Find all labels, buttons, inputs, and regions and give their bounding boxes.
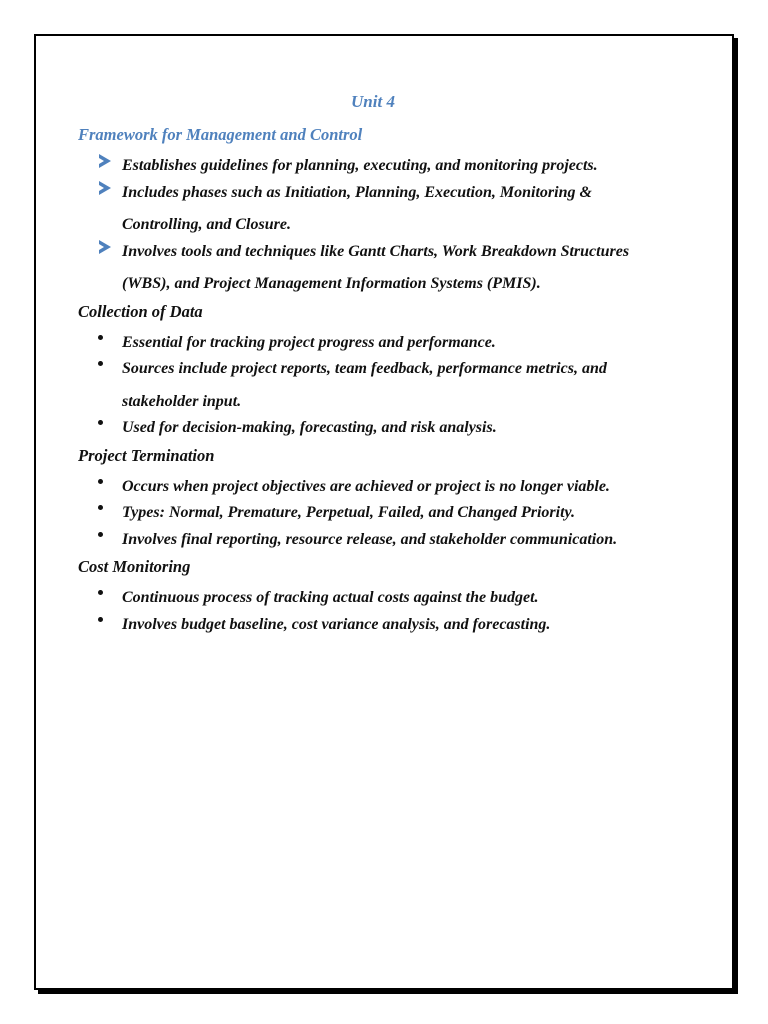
arrow-icon	[99, 240, 111, 254]
item-list	[78, 150, 668, 301]
bullet-icon	[98, 335, 103, 340]
list-item: Establishes guidelines for planning, executing, and monitoring projects.	[78, 150, 668, 183]
document-content	[78, 86, 668, 641]
item-list	[78, 582, 668, 641]
section-heading: Collection of Data	[78, 301, 203, 321]
list-item: Sources include project reports, team feedback, performance metrics, and stakeholder input.	[78, 353, 668, 418]
list-item: Includes phases such as Initiation, Planning, Execution, Monitoring & Controlling, and Closure.	[78, 177, 668, 242]
list-item: Involves budget baseline, cost variance analysis, and forecasting.	[78, 609, 668, 642]
bullet-icon	[98, 617, 103, 622]
arrow-icon	[99, 181, 111, 195]
section-heading: Framework for Management and Control	[78, 125, 363, 144]
section-framework	[78, 124, 668, 301]
list-item: Essential for tracking project progress and performance.	[78, 327, 668, 360]
section-heading: Cost Monitoring	[78, 557, 191, 576]
section-project-termination	[78, 445, 668, 557]
section-heading: Project Termination	[78, 445, 215, 465]
arrow-icon	[99, 154, 111, 168]
list-item: Involves final reporting, resource release, and stakeholder communication.	[78, 524, 668, 557]
bullet-icon	[98, 420, 103, 425]
section-cost-monitoring	[78, 556, 668, 641]
list-item: Occurs when project objectives are achieved or project is no longer viable.	[78, 471, 668, 504]
item-list	[78, 327, 668, 445]
list-item: Involves tools and techniques like Gantt Charts, Work Breakdown Structures (WBS), and Project Management Information Systems (PMIS).	[78, 236, 668, 301]
list-item: Continuous process of tracking actual costs against the budget.	[78, 582, 668, 615]
bullet-icon	[98, 479, 103, 484]
list-item: Used for decision-making, forecasting, and risk analysis.	[78, 412, 668, 445]
item-list	[78, 471, 668, 557]
bullet-icon	[98, 532, 103, 537]
section-collection-of-data	[78, 301, 668, 445]
unit-title: Unit 4	[351, 92, 395, 111]
bullet-icon	[98, 505, 103, 510]
list-item: Types: Normal, Premature, Perpetual, Failed, and Changed Priority.	[78, 497, 668, 530]
bullet-icon	[98, 590, 103, 595]
bullet-icon	[98, 361, 103, 366]
